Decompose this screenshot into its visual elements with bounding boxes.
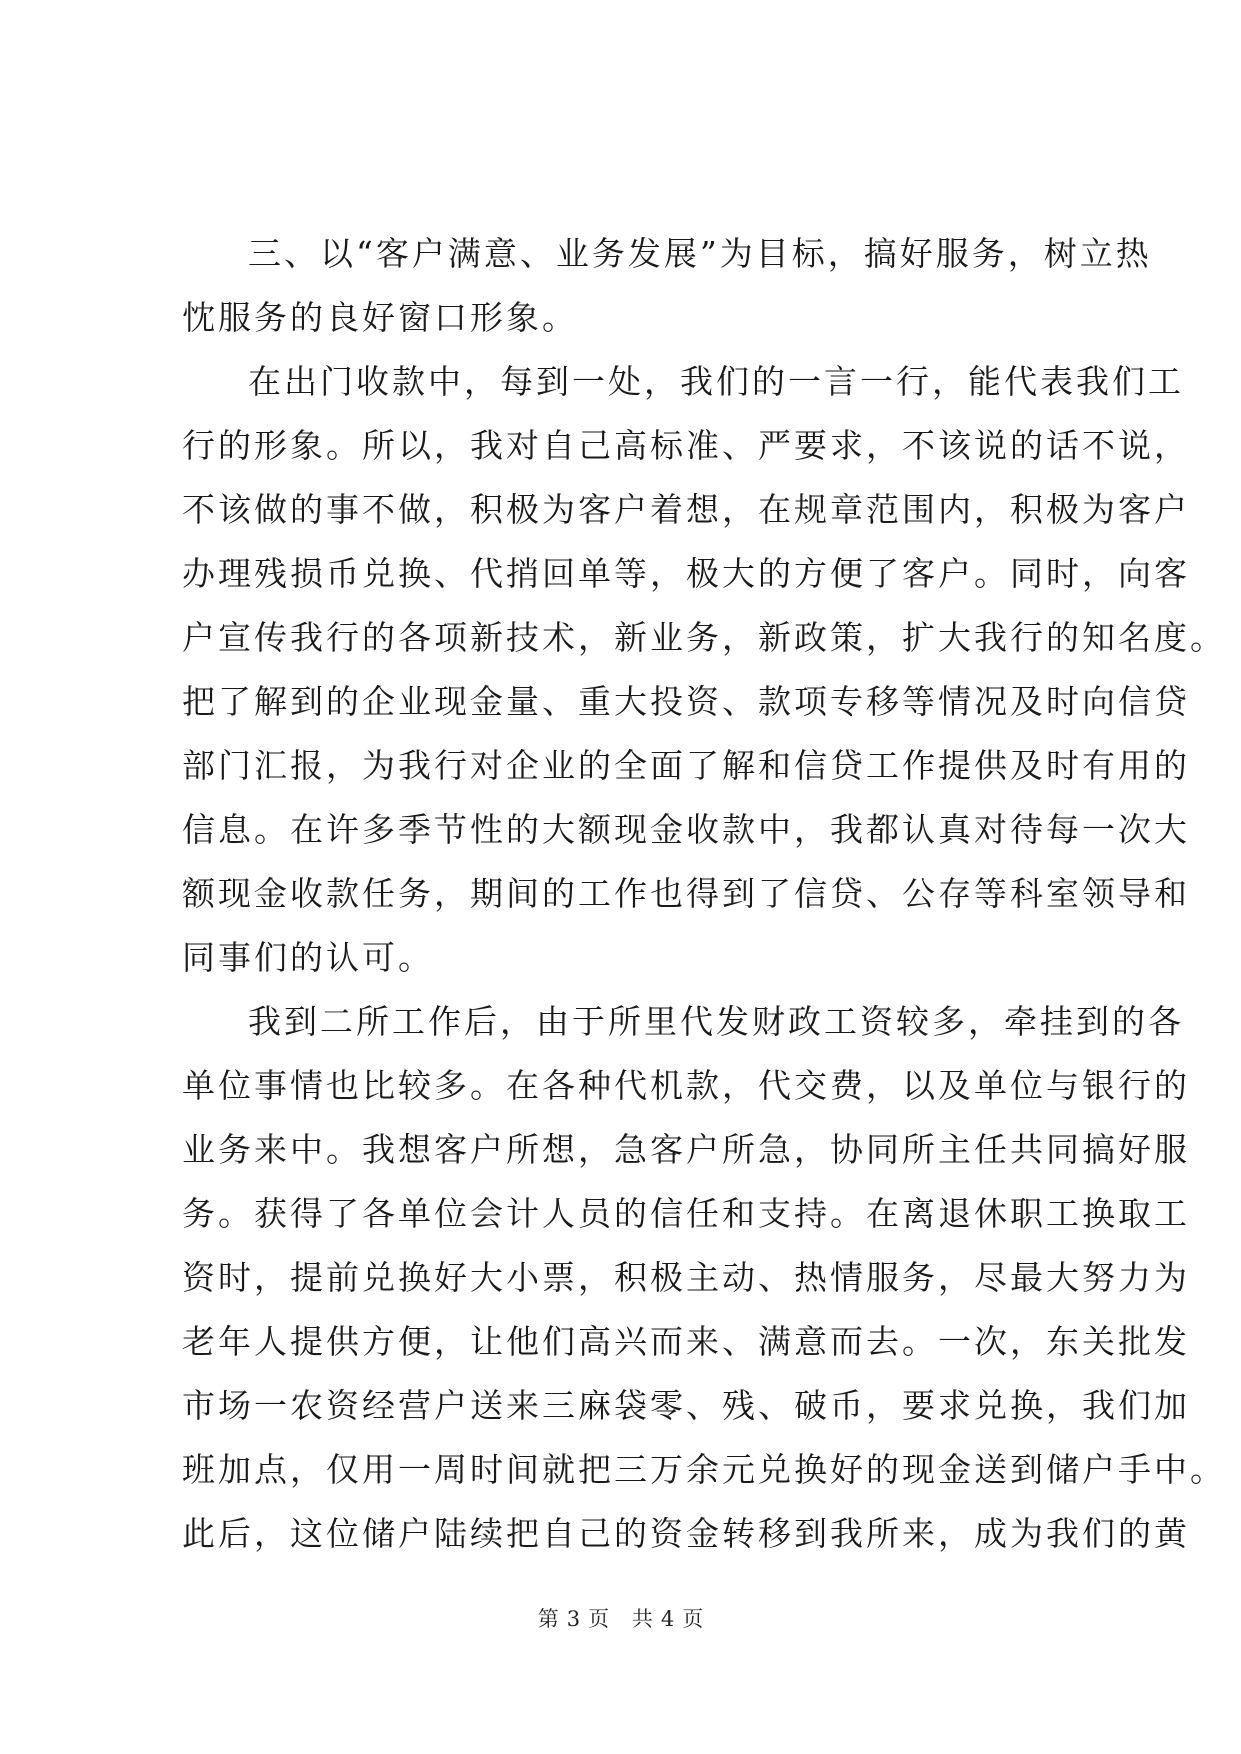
total-pages: 4 <box>660 1607 675 1631</box>
page-label-suffix: 页 <box>588 1607 610 1631</box>
text-line: 三、以“客户满意、业务发展”为目标，搞好服务，树立热 <box>248 234 1152 273</box>
text-line: 同事们的认可。 <box>182 938 434 977</box>
text-line: 业务来中。我想客户所想，急客户所急，协同所主任共同搞好服 <box>182 1130 1190 1169</box>
text-line: 行的形象。所以，我对自己高标准、严要求，不该说的话不说， <box>182 426 1190 465</box>
text-line: 忱服务的良好窗口形象。 <box>182 298 578 337</box>
text-line: 务。获得了各单位会计人员的信任和支持。在离退休职工换取工 <box>182 1194 1190 1233</box>
text-line: 我到二所工作后，由于所里代发财政工资较多，牵挂到的各 <box>248 1002 1184 1041</box>
text-line: 单位事情也比较多。在各种代机款，代交费，以及单位与银行的 <box>182 1066 1190 1105</box>
total-label-prefix: 共 <box>631 1607 653 1631</box>
page-footer <box>0 1604 1241 1634</box>
total-pages-label <box>628 1607 707 1631</box>
page-number: 3 <box>566 1607 581 1631</box>
text-line: 办理残损币兑换、代捎回单等，极大的方便了客户。同时，向客 <box>182 554 1190 593</box>
text-line: 班加点，仅用一周时间就把三万余元兑换好的现金送到储户手中。 <box>182 1450 1226 1489</box>
total-label-suffix: 页 <box>682 1607 704 1631</box>
paragraph-3 <box>182 990 1226 1566</box>
paragraph-2 <box>182 350 1226 990</box>
text-line: 不该做的事不做，积极为客户着想，在规章范围内，积极为客户 <box>182 490 1190 529</box>
text-line: 把了解到的企业现金量、重大投资、款项专移等情况及时向信贷 <box>182 682 1190 721</box>
page-label-prefix: 第 <box>537 1607 559 1631</box>
paragraph-1 <box>182 222 1152 350</box>
text-line: 此后，这位储户陆续把自己的资金转移到我所来，成为我们的黄 <box>182 1514 1190 1553</box>
document-body <box>182 222 1226 1566</box>
text-line: 户宣传我行的各项新技术，新业务，新政策，扩大我行的知名度。 <box>182 618 1226 657</box>
page-number-label <box>534 1607 613 1631</box>
text-line: 资时，提前兑换好大小票，积极主动、热情服务，尽最大努力为 <box>182 1258 1190 1297</box>
text-line: 部门汇报，为我行对企业的全面了解和信贷工作提供及时有用的 <box>182 746 1190 785</box>
text-line: 在出门收款中，每到一处，我们的一言一行，能代表我们工 <box>248 362 1184 401</box>
text-line: 老年人提供方便，让他们高兴而来、满意而去。一次，东关批发 <box>182 1322 1190 1361</box>
text-line: 市场一农资经营户送来三麻袋零、残、破币，要求兑换，我们加 <box>182 1386 1190 1425</box>
text-line: 信息。在许多季节性的大额现金收款中，我都认真对待每一次大 <box>182 810 1190 849</box>
text-line: 额现金收款任务，期间的工作也得到了信贷、公存等科室领导和 <box>182 874 1190 913</box>
